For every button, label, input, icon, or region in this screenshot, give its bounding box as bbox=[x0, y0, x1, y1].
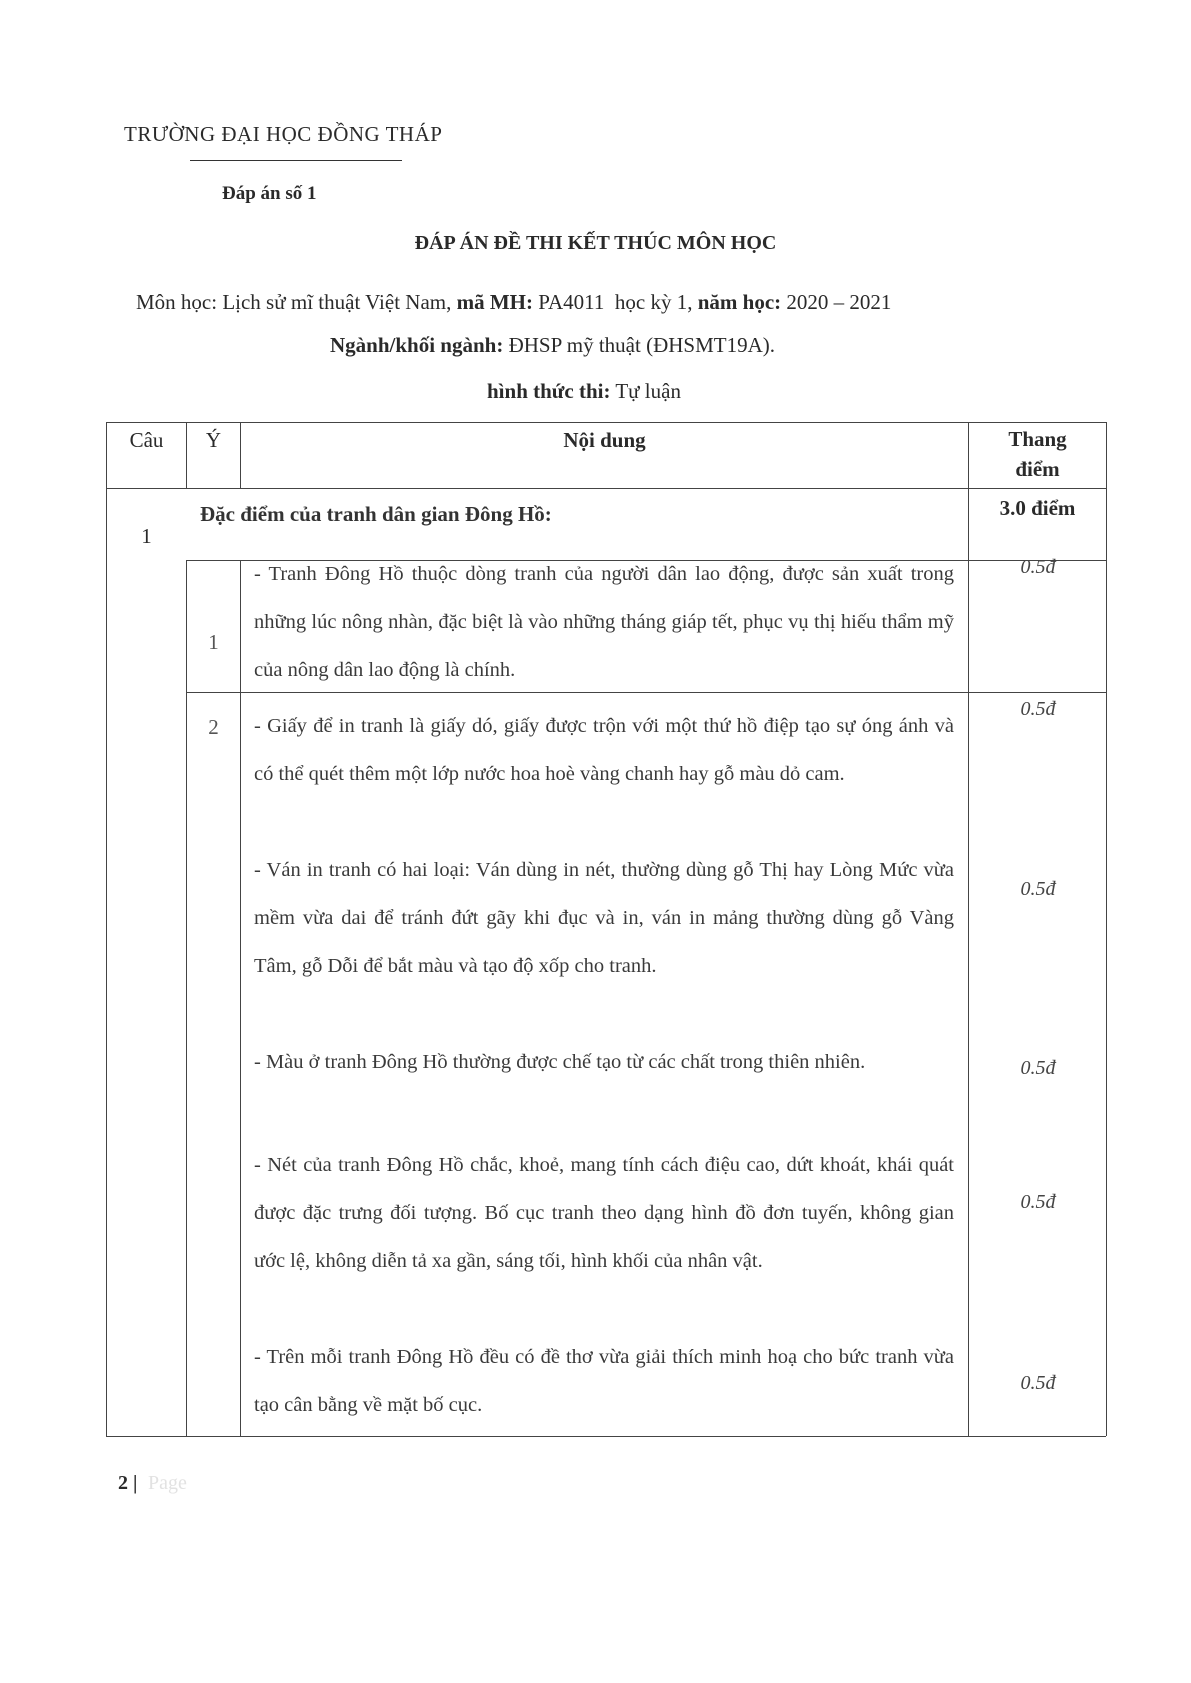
row-score: 0.5đ bbox=[1020, 698, 1056, 720]
row-text: - Trên mỗi tranh Đông Hồ đều có đề thơ vừa giải thích minh hoạ cho bức tranh vừa tạo cân bằng về mặt bố cục. bbox=[254, 1346, 954, 1416]
semester-value: học kỳ 1, bbox=[614, 290, 693, 314]
row-text: - Ván in tranh có hai loại: Ván dùng in nét, thường dùng gỗ Thị hay Lòng Mức vừa mềm vừa dai để tránh đứt gãy khi đục và in, ván in mảng thường dùng gỗ Vàng Tâm, gỗ Dỗi để bắt màu và tạo độ xốp cho tranh. bbox=[254, 859, 954, 977]
form-label: hình thức thi: bbox=[487, 379, 611, 403]
year-label: năm học: bbox=[697, 290, 782, 314]
row-text: - Màu ở tranh Đông Hồ thường được chế tạo từ các chất trong thiên nhiên. bbox=[254, 1051, 866, 1073]
row-text: - Nét của tranh Đông Hồ chắc, khoẻ, mang tính cách điệu cao, dứt khoát, khái quát được đặc trưng đối tượng. Bố cục tranh theo dạng hình đồ đơn tuyến, không gian ước lệ, không diễn tả xa gần, sáng tối, hình khối của nhân vật. bbox=[254, 1154, 954, 1272]
row-score: 0.5đ bbox=[1020, 556, 1056, 578]
row-index: 1 bbox=[208, 630, 219, 654]
page-label: Page bbox=[148, 1472, 187, 1494]
table-left-border bbox=[106, 422, 107, 1436]
exam-form-line bbox=[487, 379, 681, 404]
row-score: 0.5đ bbox=[1020, 1372, 1056, 1394]
row-text: - Tranh Đông Hồ thuộc dòng tranh của người dân lao động, được sản xuất trong những lúc nông nhàn, đặc biệt là vào những tháng giáp tết, phục vụ thị hiếu thẩm mỹ của nông dân lao động là chính. bbox=[254, 563, 954, 681]
question-title: Đặc điểm của tranh dân gian Đông Hồ: bbox=[200, 502, 552, 526]
row-index: 2 bbox=[208, 715, 219, 739]
school-underline bbox=[190, 160, 402, 161]
header-cau: Câu bbox=[129, 428, 164, 452]
page-number: 2 | bbox=[118, 1472, 138, 1494]
table-bottom-border bbox=[106, 1436, 1106, 1437]
major-value: ĐHSP mỹ thuật (ĐHSMT19A). bbox=[508, 333, 775, 357]
question-score: 3.0 điểm bbox=[999, 496, 1076, 520]
row-score: 0.5đ bbox=[1020, 1057, 1056, 1079]
form-value: Tự luận bbox=[615, 379, 681, 403]
subject-line bbox=[136, 290, 891, 315]
header-bottom-border bbox=[106, 488, 1106, 489]
subject-value: Lịch sử mĩ thuật Việt Nam, bbox=[222, 290, 452, 314]
question-number: 1 bbox=[141, 524, 152, 548]
header-thang-diem bbox=[969, 424, 1106, 484]
col-divider bbox=[968, 422, 969, 1436]
row-score: 0.5đ bbox=[1020, 1191, 1056, 1213]
table-right-border bbox=[1106, 422, 1107, 1436]
subject-label: Môn học: bbox=[136, 290, 218, 314]
major-line bbox=[330, 333, 775, 358]
header-noi-dung: Nội dung bbox=[563, 428, 646, 452]
school-name: TRƯỜNG ĐẠI HỌC ĐỒNG THÁP bbox=[124, 122, 443, 146]
row-text: - Giấy để in tranh là giấy dó, giấy được trộn với một thứ hồ điệp tạo sự óng ánh và có thể quét thêm một lớp nước hoa hoè vàng chanh hay gỗ màu dỏ cam. bbox=[254, 715, 954, 785]
answer-number: Đáp án số 1 bbox=[222, 183, 317, 204]
major-label: Ngành/khối ngành: bbox=[330, 333, 504, 357]
header-thang: Thang bbox=[1008, 427, 1067, 451]
row-score: 0.5đ bbox=[1020, 878, 1056, 900]
header-y: Ý bbox=[205, 428, 222, 452]
col-divider bbox=[186, 560, 187, 1436]
code-label: mã MH: bbox=[456, 290, 534, 314]
header-diem: điểm bbox=[1015, 457, 1060, 481]
col-divider bbox=[240, 560, 241, 1436]
page-title: ĐÁP ÁN ĐỀ THI KẾT THÚC MÔN HỌC bbox=[414, 232, 777, 254]
table-top-border bbox=[106, 422, 1106, 423]
code-value: PA4011 bbox=[538, 290, 605, 314]
year-value: 2020 – 2021 bbox=[786, 290, 892, 314]
